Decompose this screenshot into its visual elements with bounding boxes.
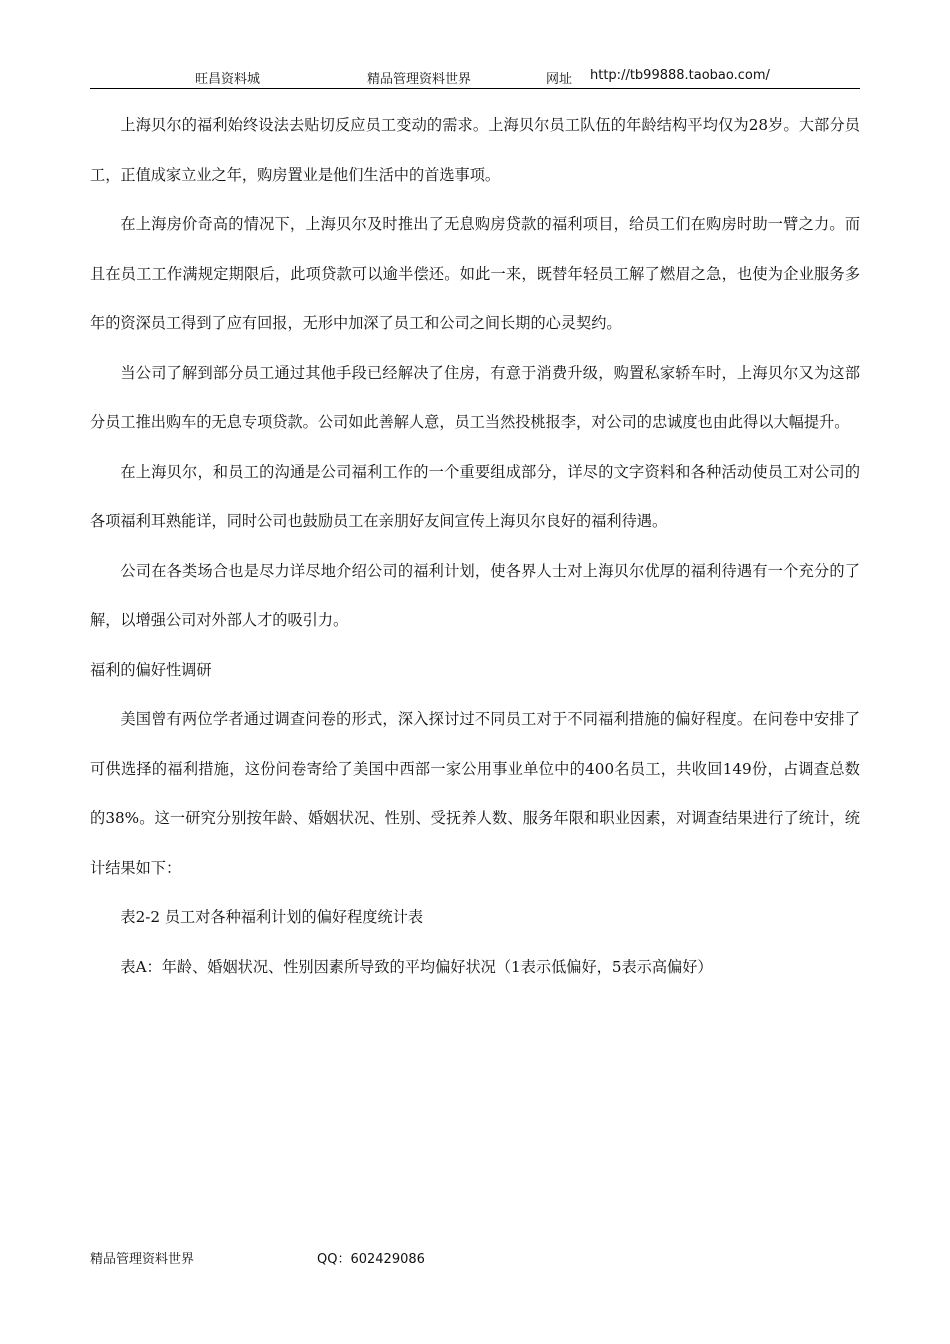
footer-brand: 精品管理资料世界 xyxy=(90,1252,195,1267)
table-a-caption: 表A：年龄、婚姻状况、性别因素所导致的平均偏好状况（1表示低偏好，5表示高偏好） xyxy=(120,957,713,976)
header-tagline: 精品管理资料世界 xyxy=(367,72,472,87)
header-brand: 旺昌资料城 xyxy=(195,72,261,87)
footer-qq: QQ：602429086 xyxy=(317,1252,425,1267)
table-caption: 表2-2 员工对各种福利计划的偏好程度统计表 xyxy=(120,908,424,926)
paragraph-survey: 美国曾有两位学者通过调查问卷的形式，深入探讨过不同员工对于不同福利措施的偏好程度。在问卷中安排了可供选择的福利措施，这份问卷寄给了美国中西部一家公用事业单位中的400名员工，共收回149份，占调查总数的38%。这一研究分别按年龄、婚姻状况、性别、受抚养人数、服务年限和职业因素，对调查结果进行了统计，统计结果如下： xyxy=(90,710,860,877)
paragraph-5: 公司在各类场合也是尽力详尽地介绍公司的福利计划，使各界人士对上海贝尔优厚的福利待遇有一个充分的了解，以增强公司对外部人才的吸引力。 xyxy=(90,561,860,629)
paragraph-1: 上海贝尔的福利始终设法去贴切反应员工变动的需求。上海贝尔员工队伍的年龄结构平均仅为28岁。大部分员工，正值成家立业之年，购房置业是他们生活中的首选事项。 xyxy=(90,116,860,184)
header-url: http://tb99888.taobao.com/ xyxy=(590,68,770,83)
page-footer xyxy=(90,1248,860,1268)
paragraph-2: 在上海房价奇高的情况下，上海贝尔及时推出了无息购房贷款的福利项目，给员工们在购房时助一臂之力。而且在员工工作满规定期限后，此项贷款可以逾半偿还。如此一来，既替年轻员工解了燃眉之急，也使为企业服务多年的资深员工得到了应有回报，无形中加深了员工和公司之间长期的心灵契约。 xyxy=(90,215,860,332)
document-body xyxy=(90,101,860,992)
header-site-label: 网址 xyxy=(546,72,573,87)
paragraph-4: 在上海贝尔，和员工的沟通是公司福利工作的一个重要组成部分，详尽的文字资料和各种活动使员工对公司的各项福利耳熟能详，同时公司也鼓励员工在亲朋好友间宣传上海贝尔良好的福利待遇。 xyxy=(90,462,860,530)
section-heading: 福利的偏好性调研 xyxy=(90,660,212,679)
page-header xyxy=(90,66,860,89)
paragraph-3: 当公司了解到部分员工通过其他手段已经解决了住房，有意于消费升级，购置私家轿车时，上海贝尔又为这部分员工推出购车的无息专项贷款。公司如此善解人意，员工当然投桃报李，对公司的忠诚度也由此得以大幅提升。 xyxy=(90,363,860,431)
